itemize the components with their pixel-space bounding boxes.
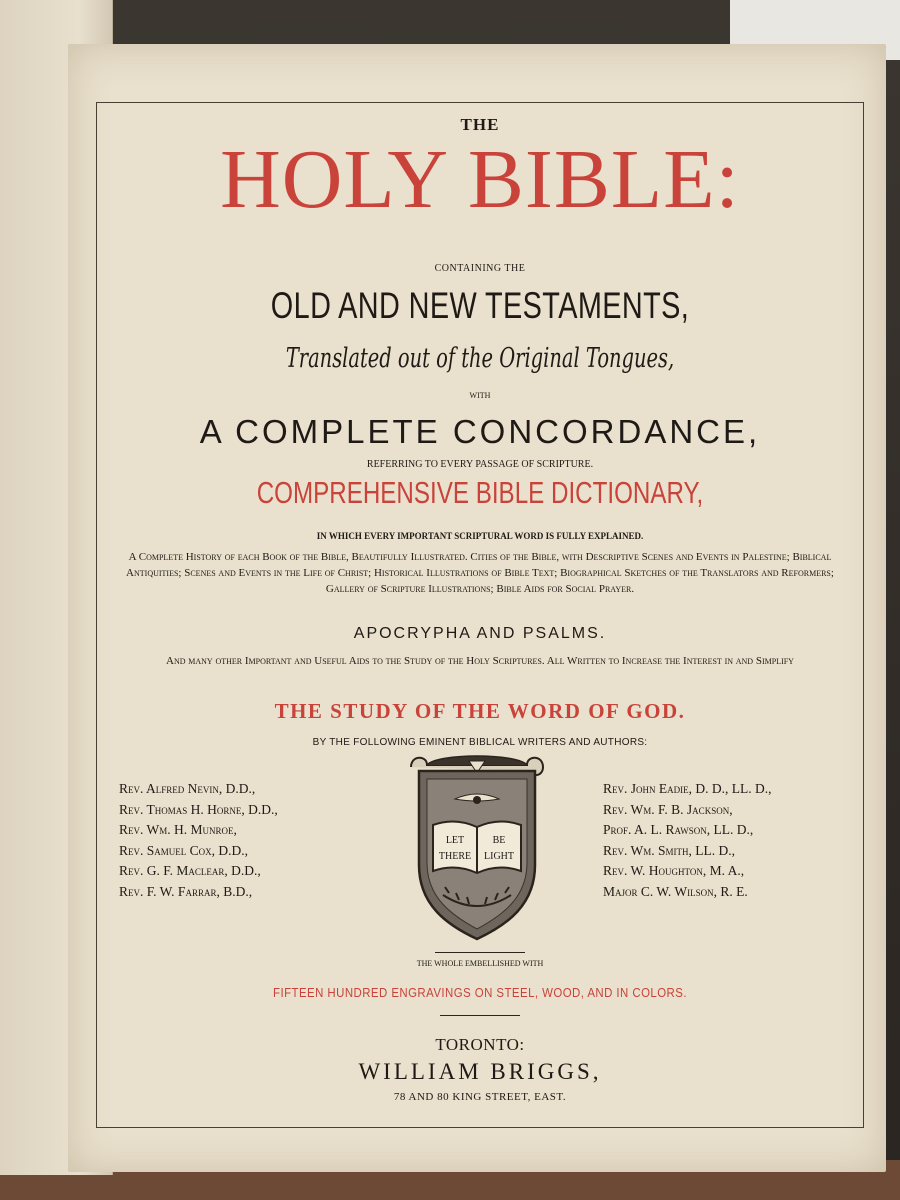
authors-list-right [603,779,771,902]
author-name: Rev. Alfred Nevin, D.D., [119,781,256,796]
referring-text: REFERRING TO EVERY PASSAGE OF SCRIPTURE. [366,459,594,470]
author-name: Rev. Wm. Smith, LL. D., [603,842,735,858]
emblem-word: LET [445,835,465,846]
publisher-divider [440,1015,520,1016]
emblem-divider [435,952,525,953]
title-the: THE [460,115,500,134]
emblem-word: BE [492,835,506,846]
dictionary-heading: COMPREHENSIVE BIBLE DICTIONARY, [256,475,704,510]
author-name: Rev. W. Houghton, M. A., [603,863,745,878]
aids-paragraph: And many other Important and Useful Aids to the Study of the Holy Scriptures. All Written to Increase the Interest in and Simplify [166,655,794,667]
translated-line: Translated out of the Original Tongues, [285,343,675,374]
study-heading: THE STUDY OF THE WORD OF GOD. [274,699,686,723]
with-text: WITH [469,391,491,400]
authors-list-left [119,779,278,902]
authors-intro: BY THE FOLLOWING EMINENT BIBLICAL WRITERS AND AUTHORS: [312,737,648,748]
publisher-name: WILLIAM BRIGGS, [358,1059,602,1084]
in-which-text: IN WHICH EVERY IMPORTANT SCRIPTURAL WORD IS FULLY EXPLAINED. [316,531,644,541]
author-name: Rev. G. F. Maclear, D.D., [119,863,261,878]
author-name: Rev. Wm. H. Munroe, [119,822,237,837]
author-name: Rev. John Eadie, D. D., LL. D., [603,781,772,796]
author-name: Prof. A. L. Rawson, LL. D., [603,822,754,837]
containing-text: CONTAINING THE [434,263,526,274]
testaments-heading: OLD AND NEW TESTAMENTS, [270,285,690,326]
author-name: Rev. Thomas H. Horne, D.D., [119,801,278,817]
history-paragraph: A Complete History of each Book of the Bible, Beautifully Illustrated. Cities of the Bible, with Descriptive Scenes and Events in Palestine; Biblical Antiquities; Scenes and Events in the Life of Christ; Historical Illustrations of Bible Text; Biographical Sketches of the Translators and Reformers; Gallery of Scripture Illustrations; Bible Aids for Social Prayer. [126,551,834,595]
apocrypha-heading: APOCRYPHA AND PSALMS. [353,625,607,642]
embellished-text: THE WHOLE EMBELLISHED WITH [416,959,544,968]
engravings-line: FIFTEEN HUNDRED ENGRAVINGS ON STEEL, WOOD, AND IN COLORS. [273,985,687,1000]
emblem-word: THERE [438,851,472,862]
publisher-city: TORONTO: [435,1035,525,1054]
title-page [68,44,886,1172]
author-name: Rev. F. W. Farrar, B.D., [119,883,253,899]
concordance-heading: A COMPLETE CONCORDANCE, [199,413,761,450]
emblem-word: LIGHT [484,851,514,862]
author-name: Major C. W. Wilson, R. E. [603,883,748,899]
publisher-address: 78 AND 80 KING STREET, EAST. [393,1091,567,1103]
bible-emblem-icon [397,745,557,945]
page-border-frame [96,102,864,1128]
author-name: Rev. Samuel Cox, D.D., [119,842,249,858]
main-title: HOLY BIBLE: [220,133,740,226]
author-name: Rev. Wm. F. B. Jackson, [603,801,733,817]
